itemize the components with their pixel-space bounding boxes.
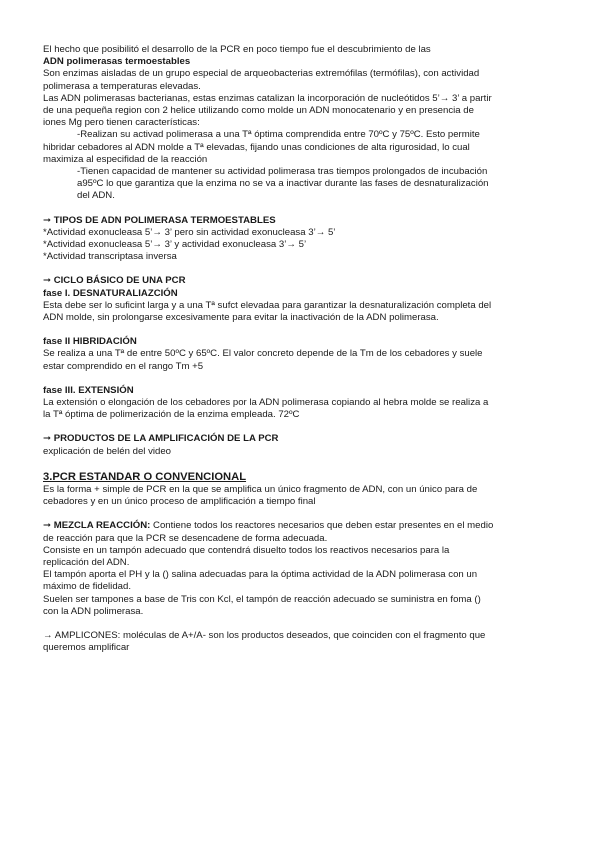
fase1-heading: fase I. DESNATURALIAZCIÓN — [43, 287, 178, 299]
mezcla-heading: ➞ MEZCLA REACCIÓN: — [43, 520, 151, 532]
amplicones-line: queremos amplificar — [43, 642, 130, 654]
fase2-heading: fase II HIBRIDACIÓN — [43, 336, 137, 348]
intro-line: maximiza al especifidad de la reacción — [43, 153, 208, 165]
intro-line: a95ºC lo que garantiza que la enzima no se va a inactivar durante las fases de desnaturalización — [77, 178, 489, 190]
mezcla-line: Consiste en un tampón adecuado que contendrá disuelto todos los reactivos necesarios para la — [43, 544, 450, 556]
fase2-line: estar comprendido en el rango Tm +5 — [43, 360, 204, 372]
pcr-line: Es la forma + simple de PCR en la que se amplifica un único fragmento de ADN, con un único para de — [43, 483, 478, 495]
intro-line: del ADN. — [77, 190, 115, 202]
fase3-heading: fase III. EXTENSIÓN — [43, 384, 134, 396]
intro-line: -Tienen capacidad de mantener su actividad polimerasa tras tiempos prolongados de incubación — [77, 166, 488, 178]
fase1-line: Esta debe ser lo suficint larga y a una Tª sufct elevadaa para garantizar la desnaturalización completa del — [43, 299, 492, 311]
intro-line: iones Mg pero tienen características: — [43, 117, 200, 129]
intro-line: de una pequeña region con 2 helice utilizando como molde un ADN monocatenario y en presencia de — [43, 105, 474, 117]
fase3-line: La extensión o elongación de los cebadores por la ADN polimerasa copiando al hebra molde se realiza a — [43, 397, 489, 409]
productos-line: explicación de belén del video — [43, 445, 172, 457]
intro-line: polimerasa a temperaturas elevadas. — [43, 80, 201, 92]
amplicones-line: → AMPLICONES: moléculas de A+/A- son los productos deseados, que coinciden con el fragmento que — [43, 629, 486, 641]
intro-heading: ADN polimerasas termoestables — [43, 56, 191, 68]
document-page — [43, 44, 558, 654]
pcr-line: cebadores y en un único proceso de amplificación a tiempo final — [43, 496, 316, 508]
mezcla-line — [43, 520, 558, 532]
intro-line: hibridar cebadores al ADN molde a Tª elevadas, fijando unas condiciones de alta rigurosidad, lo cual — [43, 141, 470, 153]
intro-line: -Realizan su activad polimerasa a una Tª óptima comprendida entre 70ºC y 75ºC. Esto permite — [77, 129, 480, 141]
intro-line: El hecho que posibilitó el desarrollo de la PCR en poco tiempo fue el descubrimiento de las — [43, 44, 431, 55]
intro-line: Las ADN polimerasas bacterianas, estas enzimas catalizan la incorporación de nucleótidos 5’→ 3’ a partir — [43, 92, 492, 104]
fase2-line: Se realiza a una Tª de entre 50ºC y 65ºC. El valor concreto depende de la Tm de los cebadores y suele — [43, 348, 483, 360]
ciclo-heading: ➞ CICLO BÁSICO DE UNA PCR — [43, 275, 186, 287]
productos-heading: ➞ PRODUCTOS DE LA AMPLIFICACIÓN DE LA PCR — [43, 433, 279, 445]
mezcla-line: de reacción para que la PCR se desencadene de forma adecuada. — [43, 532, 328, 544]
mezcla-line: replicación del ADN. — [43, 556, 130, 568]
intro-line: Son enzimas aisladas de un grupo especial de arqueobacterias extremófilas (termófilas), con actividad — [43, 68, 480, 80]
pcr-heading: 3.PCR ESTANDAR O CONVENCIONAL — [43, 470, 247, 483]
fase3-line: la Tª óptima de polimerización de la enzima empleada. 72ºC — [43, 409, 300, 421]
fase1-line: ADN molde, sin prolongarse excesivamente para evitar la inactivación de la ADN polimerasa. — [43, 312, 439, 324]
tipos-line: *Actividad exonucleasa 5’→ 3’ y actividad exonucleasa 3’→ 5’ — [43, 239, 307, 251]
mezcla-text: Contiene todos los reactores necesarios que deben estar presentes en el medio — [150, 520, 494, 532]
mezcla-line: Suelen ser tampones a base de Tris con Kcl, el tampón de reacción adecuado se suministra en foma () — [43, 593, 481, 605]
mezcla-line: máximo de fidelidad. — [43, 581, 131, 593]
tipos-heading: ➞ TIPOS DE ADN POLIMERASA TERMOESTABLES — [43, 214, 276, 226]
mezcla-line: El tampón aporta el PH y la () salina adecuadas para la óptima actividad de la ADN polimerasa con un — [43, 569, 478, 581]
tipos-line: *Actividad exonucleasa 5’→ 3’ pero sin actividad exonucleasa 3’→ 5’ — [43, 226, 336, 238]
tipos-line: *Actividad transcriptasa inversa — [43, 251, 177, 263]
mezcla-line: con la ADN polimerasa. — [43, 605, 144, 617]
